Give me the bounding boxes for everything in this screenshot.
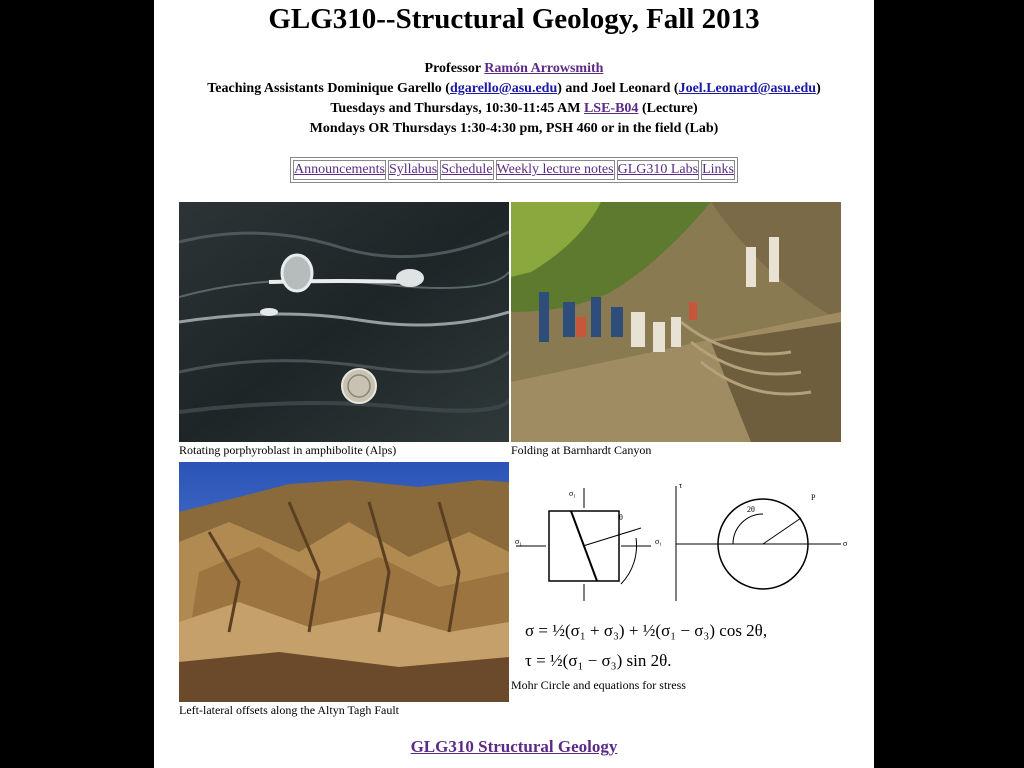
professor-link[interactable]: Ramón Arrowsmith bbox=[484, 61, 604, 76]
course-info bbox=[154, 59, 874, 139]
mohr-caption: Mohr Circle and equations for stress bbox=[511, 678, 686, 692]
nav-labs[interactable]: GLG310 Labs bbox=[617, 162, 699, 177]
nav-cell bbox=[440, 160, 493, 180]
altyn-tagh-photo bbox=[179, 462, 509, 702]
svg-text:σ = ½(σ₁ + σ₃) + ½(σ₁ − σ₃) co: σ = ½(σ₁ + σ₃) + ½(σ₁ − σ₃) cos 2θ, bbox=[525, 621, 768, 640]
lecture-suffix: (Lecture) bbox=[638, 101, 698, 116]
nav-cell bbox=[496, 160, 615, 180]
nav-syllabus[interactable]: Syllabus bbox=[388, 162, 438, 177]
ta1-email-link[interactable]: dgarello@asu.edu bbox=[449, 81, 558, 96]
svg-text:θ: θ bbox=[619, 513, 623, 522]
lecture-line bbox=[154, 99, 874, 119]
lab-line: Mondays OR Thursdays 1:30-4:30 pm, PSH 460 or in the field (Lab) bbox=[309, 121, 719, 136]
lecture-time: Tuesdays and Thursdays, 10:30-11:45 AM bbox=[330, 101, 584, 116]
svg-text:τ: τ bbox=[679, 481, 683, 490]
nav-links[interactable]: Links bbox=[702, 162, 734, 177]
svg-text:2θ: 2θ bbox=[747, 505, 755, 514]
ta-text: Teaching Assistants Dominique Garello ( bbox=[207, 81, 450, 96]
professor-label: Professor bbox=[424, 61, 485, 76]
nav-schedule[interactable]: Schedule bbox=[441, 162, 493, 177]
footer bbox=[154, 737, 874, 757]
svg-text:σ₁: σ₁ bbox=[569, 489, 577, 498]
nav-cell bbox=[388, 160, 438, 180]
svg-text:σ₁: σ₁ bbox=[515, 537, 523, 546]
porphyroblast-photo bbox=[179, 202, 509, 442]
footer-home-link[interactable]: GLG310 Structural Geology bbox=[410, 737, 618, 756]
altyn-tagh-caption: Left-lateral offsets along the Altyn Tagh Fault bbox=[179, 703, 399, 717]
nav-cell bbox=[701, 160, 735, 180]
folding-caption: Folding at Barnhardt Canyon bbox=[511, 443, 652, 457]
ta-text-mid: ) and Joel Leonard ( bbox=[557, 81, 679, 96]
porphyroblast-caption: Rotating porphyroblast in amphibolite (Alps) bbox=[179, 443, 397, 457]
folding-photo bbox=[511, 202, 841, 442]
svg-text:P: P bbox=[811, 493, 816, 502]
ta-line bbox=[154, 79, 874, 99]
nav-cell bbox=[293, 160, 386, 180]
svg-text:σ₁: σ₁ bbox=[655, 537, 663, 546]
svg-text:τ = ½(σ₁ − σ₃) sin 2θ.: τ = ½(σ₁ − σ₃) sin 2θ. bbox=[525, 651, 672, 670]
nav-table bbox=[290, 157, 738, 183]
nav-cell bbox=[617, 160, 700, 180]
ta-text-end: ) bbox=[816, 81, 821, 96]
svg-text:σ: σ bbox=[843, 539, 848, 548]
nav-lecture-notes[interactable]: Weekly lecture notes bbox=[496, 162, 614, 177]
page-title: GLG310--Structural Geology, Fall 2013 bbox=[268, 3, 760, 35]
mohr-diagram bbox=[511, 476, 851, 676]
page-content bbox=[154, 0, 874, 768]
professor-line bbox=[154, 59, 874, 79]
lecture-room-link[interactable]: LSE-B04 bbox=[583, 101, 639, 116]
nav-announcements[interactable]: Announcements bbox=[294, 162, 385, 177]
ta2-email-link[interactable]: Joel.Leonard@asu.edu bbox=[678, 81, 817, 96]
